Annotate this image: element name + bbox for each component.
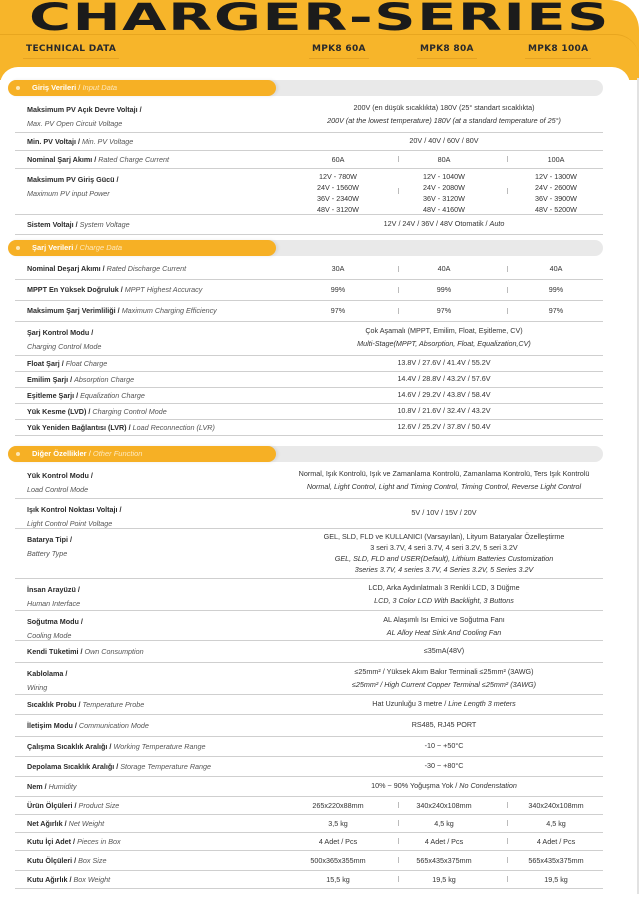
spec-label-en: Product Size bbox=[78, 800, 120, 810]
spec-value bbox=[285, 218, 603, 230]
spec-label bbox=[27, 615, 83, 643]
spec-value-80a: 4 Adet / Pcs bbox=[424, 836, 464, 846]
column-separator bbox=[507, 308, 508, 314]
spec-label-tr: Kablolama / bbox=[27, 669, 68, 678]
spec-value-100a: 40A bbox=[549, 264, 563, 273]
section-title-en: Input Data bbox=[82, 83, 118, 92]
spec-label-tr: İnsan Arayüzü / bbox=[27, 585, 80, 594]
column-separator bbox=[507, 287, 508, 293]
section-title-tr: Diğer Özellikler bbox=[32, 449, 87, 458]
spec-value-tr: 10.8V / 21.6V / 32.4V / 43.2V bbox=[397, 406, 491, 415]
spec-label-tr: Batarya Tipi / bbox=[27, 535, 73, 544]
spec-value-tr: 12V / 24V / 36V / 48V Otomatik / bbox=[383, 219, 490, 228]
spec-label bbox=[27, 220, 130, 229]
column-separator bbox=[398, 857, 399, 863]
spec-value-60a: 12V - 780W 24V - 1560W 36V - 2340W 48V - 3120W bbox=[317, 172, 359, 214]
spec-value-80a: 99% bbox=[436, 285, 452, 294]
spec-value-en: ≤25mm² / High Current Copper Terminal ≤25mm² (3AWG) bbox=[351, 680, 537, 689]
spec-label bbox=[27, 326, 101, 354]
spec-label-tr: Yük Kesme (LVD) / bbox=[27, 406, 91, 416]
column-separator bbox=[507, 802, 508, 808]
spec-value bbox=[285, 357, 603, 369]
spec-row bbox=[15, 528, 603, 579]
spec-value-tr: Normal, Işık Kontrolü, Işık ve Zamanlama Kontrolü, Zamanlama Kontrolü, Ters Işık Kontrolü bbox=[298, 469, 590, 478]
spec-value-80a: 97% bbox=[436, 306, 452, 315]
spec-label bbox=[27, 875, 110, 884]
spec-label-tr: Maksimum PV Giriş Gücü / bbox=[27, 175, 119, 184]
spec-value-en: No Condenstation bbox=[459, 781, 517, 790]
spec-value-60a: 4 Adet / Pcs bbox=[318, 836, 358, 846]
spec-value-60a: 265x220x88mm bbox=[312, 800, 364, 810]
model-60a-text: MPK8 60A bbox=[312, 44, 366, 54]
spec-label-en: Box Size bbox=[78, 855, 107, 865]
bullet-icon bbox=[16, 246, 20, 250]
spec-label bbox=[27, 700, 144, 709]
spec-label bbox=[27, 375, 134, 384]
spec-value-80a: 340x240x108mm bbox=[416, 800, 472, 810]
spec-value bbox=[285, 507, 603, 519]
bullet-icon bbox=[16, 86, 20, 90]
spec-row bbox=[15, 832, 603, 851]
spec-label-en: Temperature Probe bbox=[82, 699, 145, 709]
spec-label-en: Charging Control Mode bbox=[92, 406, 167, 416]
spec-value-60a: 30A bbox=[331, 264, 345, 273]
spec-label bbox=[27, 503, 122, 531]
spec-label-tr: Net Ağırlık / bbox=[27, 818, 67, 828]
spec-value-en: LCD, 3 Color LCD With Backlight, 3 Buttons bbox=[374, 596, 514, 605]
spec-label-en: Cooling Mode bbox=[27, 631, 72, 640]
spec-label-en: Light Control Point Voltage bbox=[27, 519, 113, 528]
column-separator bbox=[398, 188, 399, 194]
page-title: CHARGER-SERIES bbox=[28, 0, 611, 39]
spec-row bbox=[15, 814, 603, 833]
spec-label bbox=[27, 155, 169, 164]
spec-value-en: Line Length 3 meters bbox=[448, 699, 516, 708]
spec-label-en: Charging Control Mode bbox=[27, 342, 102, 351]
spec-row bbox=[15, 214, 603, 235]
spec-label-en: Pieces in Box bbox=[77, 836, 121, 846]
spec-row bbox=[15, 279, 603, 301]
column-separator bbox=[507, 156, 508, 162]
spec-label-en: Wiring bbox=[27, 683, 48, 692]
underline bbox=[417, 58, 477, 59]
spec-value-en: 200V (at the lowest temperature) 180V (at a standard temperature of 25°) bbox=[327, 116, 561, 125]
section-title: Diğer Özellikler / Other Function bbox=[32, 449, 143, 458]
spec-value-100a: 4,5 kg bbox=[546, 818, 566, 828]
spec-value-tr: ≤35mA(48V) bbox=[423, 646, 465, 655]
spec-label-tr: Yük Yeniden Bağlantısı (LVR) / bbox=[27, 422, 131, 432]
spec-value bbox=[285, 581, 603, 607]
spec-value-80a: 40A bbox=[437, 264, 451, 273]
spec-label-en: Maximum Charging Efficiency bbox=[121, 306, 217, 315]
spec-value-80a: 19,5 kg bbox=[432, 874, 456, 884]
spec-value bbox=[285, 421, 603, 433]
column-header-bar bbox=[0, 34, 639, 69]
technical-data-text: TECHNICAL DATA bbox=[26, 44, 117, 54]
spec-label-en: Human Interface bbox=[27, 599, 81, 608]
spec-label-en: Maximum PV input Power bbox=[27, 189, 110, 198]
spec-label-en: Rated Discharge Current bbox=[106, 264, 187, 273]
section-header bbox=[8, 446, 603, 462]
spec-row bbox=[15, 98, 603, 133]
spec-value-60a: 99% bbox=[330, 285, 346, 294]
section-pill bbox=[8, 240, 276, 256]
column-separator bbox=[398, 876, 399, 882]
model-header-60a bbox=[312, 44, 366, 54]
spec-label bbox=[27, 391, 145, 400]
spec-value bbox=[285, 389, 603, 401]
spec-value-en: Normal, Light Control, Light and Timing Control, Timing Control, Reverse Light Control bbox=[306, 482, 582, 491]
spec-row bbox=[15, 168, 603, 215]
spec-label-tr: Nem / bbox=[27, 781, 47, 791]
spec-row bbox=[15, 776, 603, 797]
spec-value-tr: 12.6V / 25.2V / 37.8V / 50.4V bbox=[397, 422, 491, 431]
spec-value-100a: 19,5 kg bbox=[544, 874, 568, 884]
column-separator bbox=[507, 857, 508, 863]
column-separator bbox=[507, 876, 508, 882]
spec-row bbox=[15, 662, 603, 695]
spec-row bbox=[15, 132, 603, 151]
spec-label-tr: Maksimum Şarj Verimliliği / bbox=[27, 306, 120, 315]
spec-value bbox=[285, 324, 603, 350]
section-header bbox=[8, 240, 603, 256]
column-separator bbox=[398, 308, 399, 314]
section-title: Giriş Verileri / Input Data bbox=[32, 83, 118, 92]
spec-row bbox=[15, 850, 603, 871]
model-80a-text: MPK8 80A bbox=[420, 44, 474, 54]
spec-value bbox=[285, 373, 603, 385]
spec-label-tr: Işık Kontrol Noktası Voltajı / bbox=[27, 505, 122, 514]
section-title-en: Charge Data bbox=[79, 243, 123, 252]
spec-row bbox=[15, 610, 603, 641]
spec-label bbox=[27, 837, 121, 846]
spec-value-tr: LCD, Arka Aydınlatmalı 3 Renkli LCD, 3 Düğme bbox=[368, 583, 520, 592]
spec-value-tr: 200V (en düşük sıcaklıkta) 180V (25° standart sıcaklıkta) bbox=[353, 103, 535, 112]
column-separator bbox=[507, 266, 508, 272]
technical-data-label bbox=[26, 44, 116, 54]
spec-label-en: Rated Charge Current bbox=[98, 154, 169, 164]
spec-label bbox=[27, 762, 211, 771]
column-separator bbox=[398, 156, 399, 162]
section-header bbox=[8, 80, 603, 96]
spec-value-tr: 20V / 40V / 60V / 80V bbox=[409, 136, 479, 145]
column-separator bbox=[398, 802, 399, 808]
spec-label bbox=[27, 423, 215, 432]
spec-value-100a: 100A bbox=[547, 154, 565, 164]
spec-label-en: Max. PV Open Circuit Voltage bbox=[27, 119, 123, 128]
underline bbox=[525, 58, 591, 59]
spec-value bbox=[285, 698, 603, 710]
model-header-100a bbox=[528, 44, 588, 54]
spec-label bbox=[27, 306, 217, 315]
spec-label bbox=[27, 667, 67, 695]
spec-label bbox=[27, 264, 186, 273]
spec-row bbox=[15, 714, 603, 737]
spec-label bbox=[27, 103, 142, 131]
spec-value-tr: Hat Uzunluğu 3 metre / bbox=[372, 699, 449, 708]
spec-value-tr: 14.6V / 29.2V / 43.8V / 58.4V bbox=[397, 390, 491, 399]
column-separator bbox=[507, 838, 508, 844]
spec-label-en: Equalization Charge bbox=[80, 390, 145, 400]
spec-row bbox=[15, 694, 603, 715]
spec-value-60a: 60A bbox=[331, 154, 345, 164]
spec-label bbox=[27, 173, 118, 201]
section-pill bbox=[8, 446, 276, 462]
spec-value bbox=[285, 760, 603, 772]
spec-label bbox=[27, 583, 80, 611]
column-separator bbox=[507, 820, 508, 826]
spec-value bbox=[285, 405, 603, 417]
spec-value-en: GEL, SLD, FLD and USER(Default), Lithium Batteries Customization 3series 3.7V, 4 series 3.7V, 4 Series 3.2V, 5 Series 3.2V bbox=[334, 554, 554, 574]
spec-value-en: AL Alloy Heat Sink And Cooling Fan bbox=[386, 628, 502, 637]
spec-label-en: Humidity bbox=[48, 781, 77, 791]
spec-value-80a: 565x435x375mm bbox=[416, 855, 472, 865]
spec-label-tr: Kutu İçi Adet / bbox=[27, 836, 76, 846]
spec-value-tr: 10% ~ 90% Yoğuşma Yok / bbox=[371, 781, 460, 790]
spec-label bbox=[27, 469, 93, 497]
spec-label-en: Communication Mode bbox=[78, 720, 149, 730]
spec-label bbox=[27, 285, 202, 294]
spec-value-80a: 80A bbox=[437, 154, 451, 164]
spec-value-60a: 500x365x355mm bbox=[310, 855, 366, 865]
spec-label bbox=[27, 407, 167, 416]
spec-label bbox=[27, 801, 119, 810]
spec-label-tr: Eşitleme Şarjı / bbox=[27, 390, 79, 400]
spec-label-en: Box Weight bbox=[73, 874, 111, 884]
spec-value bbox=[285, 665, 603, 691]
spec-value bbox=[285, 467, 603, 493]
spec-value bbox=[285, 613, 603, 639]
spec-label-tr: İletişim Modu / bbox=[27, 720, 77, 730]
spec-label-tr: Kutu Ağırlık / bbox=[27, 874, 72, 884]
section-title-en: Other Function bbox=[92, 449, 143, 458]
spec-label bbox=[27, 782, 77, 791]
spec-value-60a: 97% bbox=[330, 306, 346, 315]
spec-value bbox=[285, 135, 603, 147]
spec-value-tr: -10 ~ +50°C bbox=[424, 741, 464, 750]
column-separator bbox=[398, 266, 399, 272]
spec-value bbox=[285, 719, 603, 731]
spec-label bbox=[27, 359, 107, 368]
spec-label-en: MPPT Highest Accuracy bbox=[124, 285, 203, 294]
spec-label bbox=[27, 533, 72, 561]
column-separator bbox=[507, 188, 508, 194]
spec-label-en: Float Charge bbox=[65, 358, 108, 368]
spec-label-tr: MPPT En Yüksek Doğruluk / bbox=[27, 285, 123, 294]
model-header-80a bbox=[420, 44, 474, 54]
underline bbox=[23, 58, 119, 59]
spec-label-tr: Sistem Voltajı / bbox=[27, 219, 78, 229]
spec-value bbox=[285, 101, 603, 127]
spec-label-tr: Yük Kontrol Modu / bbox=[27, 471, 93, 480]
spec-row bbox=[15, 355, 603, 372]
column-separator bbox=[398, 820, 399, 826]
spec-value bbox=[285, 740, 603, 752]
section-title-tr: Giriş Verileri bbox=[32, 83, 77, 92]
spec-label-en: Load Control Mode bbox=[27, 485, 89, 494]
spec-row bbox=[15, 321, 603, 356]
spec-value-en: Multi-Stage(MPPT, Absorption, Float, Equalization,CV) bbox=[357, 339, 531, 348]
spec-row bbox=[15, 419, 603, 436]
bullet-icon bbox=[16, 452, 20, 456]
model-100a-text: MPK8 100A bbox=[528, 44, 589, 54]
spec-label-en: Net Weight bbox=[68, 818, 105, 828]
spec-row bbox=[15, 464, 603, 499]
spec-row bbox=[15, 498, 603, 529]
spec-value-100a: 97% bbox=[548, 306, 564, 315]
spec-label-tr: Float Şarj / bbox=[27, 358, 64, 368]
spec-label-tr: Depolama Sıcaklık Aralığı / bbox=[27, 761, 119, 771]
spec-label-en: Absorption Charge bbox=[74, 374, 135, 384]
spec-label-en: Storage Temperature Range bbox=[120, 761, 212, 771]
spec-label-en: Own Consumption bbox=[84, 646, 144, 656]
spec-row bbox=[15, 756, 603, 777]
spec-value-60a: 15,5 kg bbox=[326, 874, 350, 884]
spec-label-tr: Çalışma Sıcaklık Aralığı / bbox=[27, 741, 112, 751]
spec-label bbox=[27, 856, 107, 865]
spec-label-tr: Kutu Ölçüleri / bbox=[27, 855, 77, 865]
spec-label-en: Battery Type bbox=[27, 549, 68, 558]
spec-row bbox=[15, 300, 603, 322]
spec-row bbox=[15, 870, 603, 889]
spec-label-tr: Maksimum PV Açık Devre Voltajı / bbox=[27, 105, 142, 114]
spec-value bbox=[285, 780, 603, 792]
spec-label-en: Working Temperature Range bbox=[113, 741, 206, 751]
spec-label-tr: Sıcaklık Probu / bbox=[27, 699, 81, 709]
spec-label-en: Min. PV Voltage bbox=[81, 136, 134, 146]
spec-label-tr: Şarj Kontrol Modu / bbox=[27, 328, 94, 337]
spec-label-tr: Min. PV Voltajı / bbox=[27, 136, 80, 146]
spec-label-tr: Nominal Deşarj Akımı / bbox=[27, 264, 105, 273]
spec-value-80a: 12V - 1040W 24V - 2080W 36V - 3120W 48V - 4160W bbox=[423, 172, 465, 214]
spec-value-tr: AL Alaşımlı Isı Emici ve Soğutma Fanı bbox=[383, 615, 505, 624]
spec-label-tr: Ürün Ölçüleri / bbox=[27, 800, 77, 810]
spec-value-100a: 565x435x375mm bbox=[528, 855, 584, 865]
spec-row bbox=[15, 578, 603, 611]
spec-value-tr: GEL, SLD, FLD ve KULLANICI (Varsayılan), Lityum Bataryalar Özelleştirme 3 seri 3.7V, 4 seri 3.7V, 4 seri 3.2V, 5 seri 3.2V bbox=[323, 532, 565, 552]
spec-value-tr: RS485, RJ45 PORT bbox=[411, 720, 477, 729]
section-title: Şarj Verileri / Charge Data bbox=[32, 243, 123, 252]
spec-row bbox=[15, 371, 603, 388]
spec-value-tr: -30 ~ +80°C bbox=[424, 761, 464, 770]
spec-label-tr: Nominal Şarj Akımı / bbox=[27, 154, 97, 164]
spec-row bbox=[15, 796, 603, 815]
spec-label-tr: Soğutma Modu / bbox=[27, 617, 83, 626]
spec-value-100a: 4 Adet / Pcs bbox=[536, 836, 576, 846]
spec-value-tr: Çok Aşamalı (MPPT, Emilim, Float, Eşitleme, CV) bbox=[365, 326, 523, 335]
spec-value-100a: 340x240x108mm bbox=[528, 800, 584, 810]
spec-row bbox=[15, 258, 603, 280]
spec-label bbox=[27, 137, 133, 146]
spec-value-tr: ≤25mm² / Yüksek Akım Bakır Terminali ≤25mm² (3AWG) bbox=[354, 667, 534, 676]
spec-value-tr: 5V / 10V / 15V / 20V bbox=[411, 508, 477, 517]
spec-value-tr: 13.8V / 27.6V / 41.4V / 55.2V bbox=[397, 358, 491, 367]
spec-row bbox=[15, 736, 603, 757]
spec-label-en: Load Reconnection (LVR) bbox=[132, 422, 215, 432]
section-title-tr: Şarj Verileri bbox=[32, 243, 74, 252]
spec-value-60a: 3,5 kg bbox=[328, 818, 348, 828]
spec-value bbox=[285, 531, 603, 575]
spec-row bbox=[15, 640, 603, 663]
spec-value-en: Auto bbox=[489, 219, 505, 228]
spec-row bbox=[15, 387, 603, 404]
spec-value bbox=[285, 645, 603, 657]
section-pill bbox=[8, 80, 276, 96]
spec-label-tr: Kendi Tüketimi / bbox=[27, 646, 83, 656]
spec-label bbox=[27, 647, 144, 656]
spec-label bbox=[27, 721, 149, 730]
spec-label-en: System Voltage bbox=[79, 219, 130, 229]
spec-row bbox=[15, 150, 603, 169]
spec-value-80a: 4,5 kg bbox=[434, 818, 454, 828]
spec-label bbox=[27, 742, 205, 751]
column-separator bbox=[398, 287, 399, 293]
underline bbox=[309, 58, 369, 59]
spec-label bbox=[27, 819, 104, 828]
spec-label-tr: Emilim Şarjı / bbox=[27, 374, 73, 384]
spec-value-tr: 14.4V / 28.8V / 43.2V / 57.6V bbox=[397, 374, 491, 383]
spec-row bbox=[15, 403, 603, 420]
spec-value-100a: 99% bbox=[548, 285, 564, 294]
column-separator bbox=[398, 838, 399, 844]
spec-value-100a: 12V - 1300W 24V - 2600W 36V - 3900W 48V - 5200W bbox=[535, 172, 577, 214]
